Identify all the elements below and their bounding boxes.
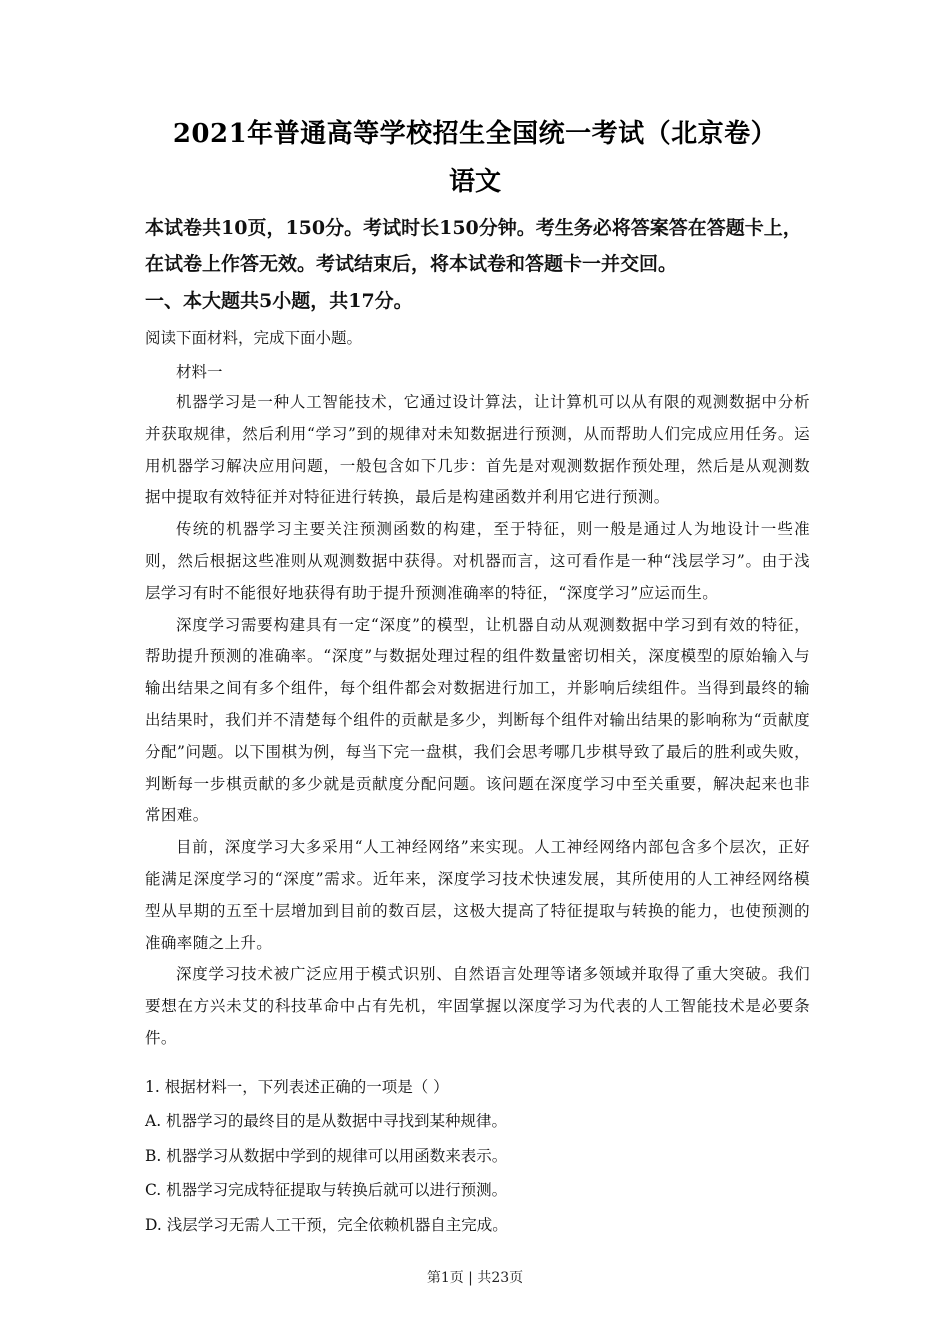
subject-title: 语文 bbox=[448, 167, 501, 197]
page-footer: 第1页 | 共23页 bbox=[426, 1270, 524, 1286]
exam-notice: 本试卷共10页，150分。考试时长150分钟。考生务必将答案答在答题卡上，在试卷上作答无效。考试结束后，将本试卷和答题卡一并交回。 bbox=[145, 217, 802, 275]
reading-instruction: 阅读下面材料，完成下面小题。 bbox=[145, 329, 363, 347]
option-d: D. 浅层学习无需人工干预，完全依赖机器自主完成。 bbox=[145, 1215, 508, 1234]
option-c: C. 机器学习完成特征提取与转换后就可以进行预测。 bbox=[145, 1181, 508, 1200]
question-stem: 1. 根据材料一，下列表述正确的一项是（ ） bbox=[145, 1078, 449, 1096]
question-1 bbox=[145, 1070, 810, 1242]
material-body bbox=[145, 387, 810, 1055]
option-b: B. 机器学习从数据中学到的规律可以用函数来表示。 bbox=[145, 1146, 508, 1165]
section-heading: 一、本大题共5小题，共17分。 bbox=[145, 290, 413, 312]
material-paragraph: 机器学习是一种人工智能技术，它通过设计算法，让计算机可以从有限的观测数据中分析并获取规律，然后利用“学习”到的规律对未知数据进行预测，从而帮助人们完成应用任务。运用机器学习解决应用问题，一般包含如下几步：首先是对观测数据作预处理，然后是从观测数据中提取有效特征并对特征进行转换，最后是构建函数并利用它进行预测。 bbox=[145, 393, 810, 507]
material-paragraph: 目前，深度学习大多采用“人工神经网络”来实现。人工神经网络内部包含多个层次，正好能满足深度学习的“深度”需求。近年来，深度学习技术快速发展，其所使用的人工神经网络模型从早期的五至十层增加到目前的数百层，这极大提高了特征提取与转换的能力，也使预测的准确率随之上升。 bbox=[145, 838, 810, 952]
material-label: 材料一 bbox=[176, 363, 223, 381]
exam-title: 2021年普通高等学校招生全国统一考试（北京卷） bbox=[172, 119, 778, 149]
material-paragraph: 深度学习需要构建具有一定“深度”的模型，让机器自动从观测数据中学习到有效的特征，帮助提升预测的准确率。“深度”与数据处理过程的组件数量密切相关，深度模型的原始输入与输出结果之间有多个组件，每个组件都会对数据进行加工，并影响后续组件。当得到最终的输出结果时，我们并不清楚每个组件的贡献是多少，判断每个组件对输出结果的影响称为“贡献度分配”问题。以下围棋为例，每当下完一盘棋，我们会思考哪几步棋导致了最后的胜利或失败，判断每一步棋贡献的多少就是贡献度分配问题。该问题在深度学习中至关重要，解决起来也非常困难。 bbox=[145, 615, 810, 825]
option-a: A. 机器学习的最终目的是从数据中寻找到某种规律。 bbox=[145, 1112, 508, 1131]
material-paragraph: 传统的机器学习主要关注预测函数的构建，至于特征，则一般是通过人为地设计一些准则，然后根据这些准则从观测数据中获得。对机器而言，这可看作是一种“浅层学习”。由于浅层学习有时不能很好地获得有助于提升预测准确率的特征，“深度学习”应运而生。 bbox=[145, 520, 810, 602]
material-paragraph: 深度学习技术被广泛应用于模式识别、自然语言处理等诸多领域并取得了重大突破。我们要想在方兴未艾的科技革命中占有先机，牢固掌握以深度学习为代表的人工智能技术是必要条件。 bbox=[145, 965, 810, 1047]
